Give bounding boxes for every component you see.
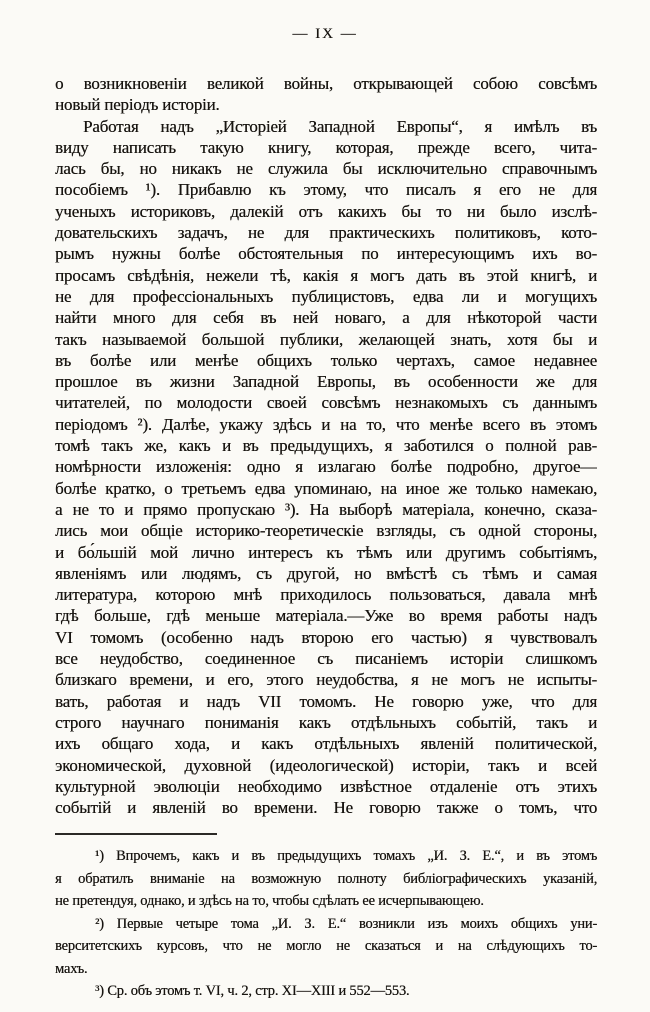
text-line: VI томомъ (особенно надъ второю его частью) я чувствовалъ bbox=[55, 627, 597, 647]
text-line: ученыхъ историковъ, далекій отъ какихъ бы то ни было изслѣ- bbox=[55, 201, 597, 221]
footnote-line: ¹) Впрочемъ, какъ и въ предыдущихъ томахъ „И. З. Е.“, и въ этомъ bbox=[95, 848, 597, 864]
text-line: лись мои общіе историко-теоретическіе взгляды, съ одной стороны, bbox=[55, 521, 597, 541]
text-line: Работая надъ „Исторіей Западной Европы“, я имѣлъ въ bbox=[83, 116, 597, 136]
text-line: новый періодъ исторіи. bbox=[55, 95, 220, 115]
paragraph bbox=[55, 116, 597, 819]
text-line: прошлое въ жизни Западной Европы, въ особенности же для bbox=[55, 372, 597, 392]
text-line: виду написать такую книгу, которая, прежде всего, чита- bbox=[55, 137, 597, 157]
text-line: томѣ такъ же, какъ и въ предыдущихъ, я заботился о полной рав- bbox=[55, 436, 597, 456]
text-line: гдѣ больше, гдѣ меньше матеріала.—Уже во время работы надъ bbox=[55, 606, 597, 626]
main-text bbox=[55, 73, 597, 818]
text-line: пособіемъ ¹). Прибавлю къ этому, что писалъ я его не для bbox=[55, 180, 597, 200]
text-line: а не то и прямо пропускаю ³). На выборѣ матеріала, конечно, сказа- bbox=[55, 499, 597, 519]
text-line: литература, которою мнѣ приходилось пользоваться, давала мнѣ bbox=[55, 585, 597, 605]
page-number-header: — IX — bbox=[292, 26, 358, 42]
footnote-line: я обратилъ вниманіе на возможную полноту библіографическихъ указаній, bbox=[55, 870, 597, 887]
text-line: номѣрности изложенія: одно я излагаю болѣе подробно, другое— bbox=[55, 457, 597, 477]
text-line: вать, работая и надъ VII томомъ. Не говорю уже, что для bbox=[55, 691, 597, 711]
footnote-separator bbox=[55, 833, 217, 835]
text-line: довательскихъ задачъ, не для практическихъ политиковъ, кото- bbox=[55, 223, 597, 243]
text-line: о возникновеніи великой войны, открывающей собою совсѣмъ bbox=[55, 74, 597, 93]
text-line: ихъ общаго хода, и какъ отдѣльныхъ явленій политической, bbox=[55, 734, 597, 754]
footnote bbox=[55, 845, 597, 913]
text-line: культурной эволюціи необходимо извѣстное отдаленіе отъ этихъ bbox=[55, 776, 597, 796]
footnote-line: ³) Ср. объ этомъ т. VI, ч. 2, стр. XI—XIII и 552—553. bbox=[95, 983, 410, 999]
text-line: лась бы, но никакъ не служила бы исключительно справочнымъ bbox=[55, 159, 597, 179]
footnotes bbox=[55, 845, 597, 1003]
text-line: такъ называемой большой публики, желающей знать, хотя бы и bbox=[55, 329, 597, 349]
text-line: просамъ свѣдѣнія, нежели тѣ, какія я могъ дать въ этой книгѣ, и bbox=[55, 265, 597, 285]
text-line: и бо́льшій мой лично интересъ къ тѣмъ или другимъ событіямъ, bbox=[55, 542, 597, 562]
text-line: экономической, духовной (идеологической) исторіи, такъ и всей bbox=[55, 755, 597, 775]
text-line: событій и явленій во времени. Не говорю также о томъ, что bbox=[55, 798, 597, 818]
footnote-line: верситетскихъ курсовъ, что не могло не сказаться и на слѣдующихъ то- bbox=[55, 938, 597, 954]
text-line: не для профессіональныхъ публицистовъ, едва ли и могущихъ bbox=[55, 286, 597, 306]
footnote bbox=[55, 980, 597, 1003]
text-line: найти много для себя въ ней новаго, а для нѣкоторой части bbox=[55, 308, 597, 328]
footnote-line: махъ. bbox=[55, 960, 88, 977]
paragraph bbox=[55, 73, 597, 116]
text-line: періодомъ ²). Далѣе, укажу здѣсь и на то, что менѣе всего въ этомъ bbox=[55, 414, 597, 434]
text-line: въ болѣе или менѣе общихъ только чертахъ, самое недавнее bbox=[55, 350, 597, 370]
text-line: близкаго времени, и его, этого неудобства, я не могъ не испыты- bbox=[55, 670, 597, 690]
footnote bbox=[55, 913, 597, 981]
text-line: рымъ нужны болѣе обстоятельныя по интересующимъ ихъ во- bbox=[55, 244, 597, 264]
text-line: строго научнаго пониманія какъ отдѣльныхъ событій, такъ и bbox=[55, 712, 597, 732]
text-line: болѣе кратко, о третьемъ едва упоминаю, на иное же только намекаю, bbox=[55, 478, 597, 498]
text-line: читателей, по молодости своей совсѣмъ незнакомыхъ съ даннымъ bbox=[55, 393, 597, 413]
text-line: явленіямъ или людямъ, съ другой, но вмѣстѣ съ тѣмъ и самая bbox=[55, 563, 597, 583]
text-line: все неудобство, соединенное съ писаніемъ исторіи слишкомъ bbox=[55, 649, 597, 669]
footnote-line: не претендуя, однако, и здѣсь на то, чтобы сдѣлать ее исчерпывающею. bbox=[55, 893, 484, 909]
footnote-line: ²) Первые четыре тома „И. З. Е.“ возникли изъ моихъ общихъ уни- bbox=[95, 915, 597, 932]
